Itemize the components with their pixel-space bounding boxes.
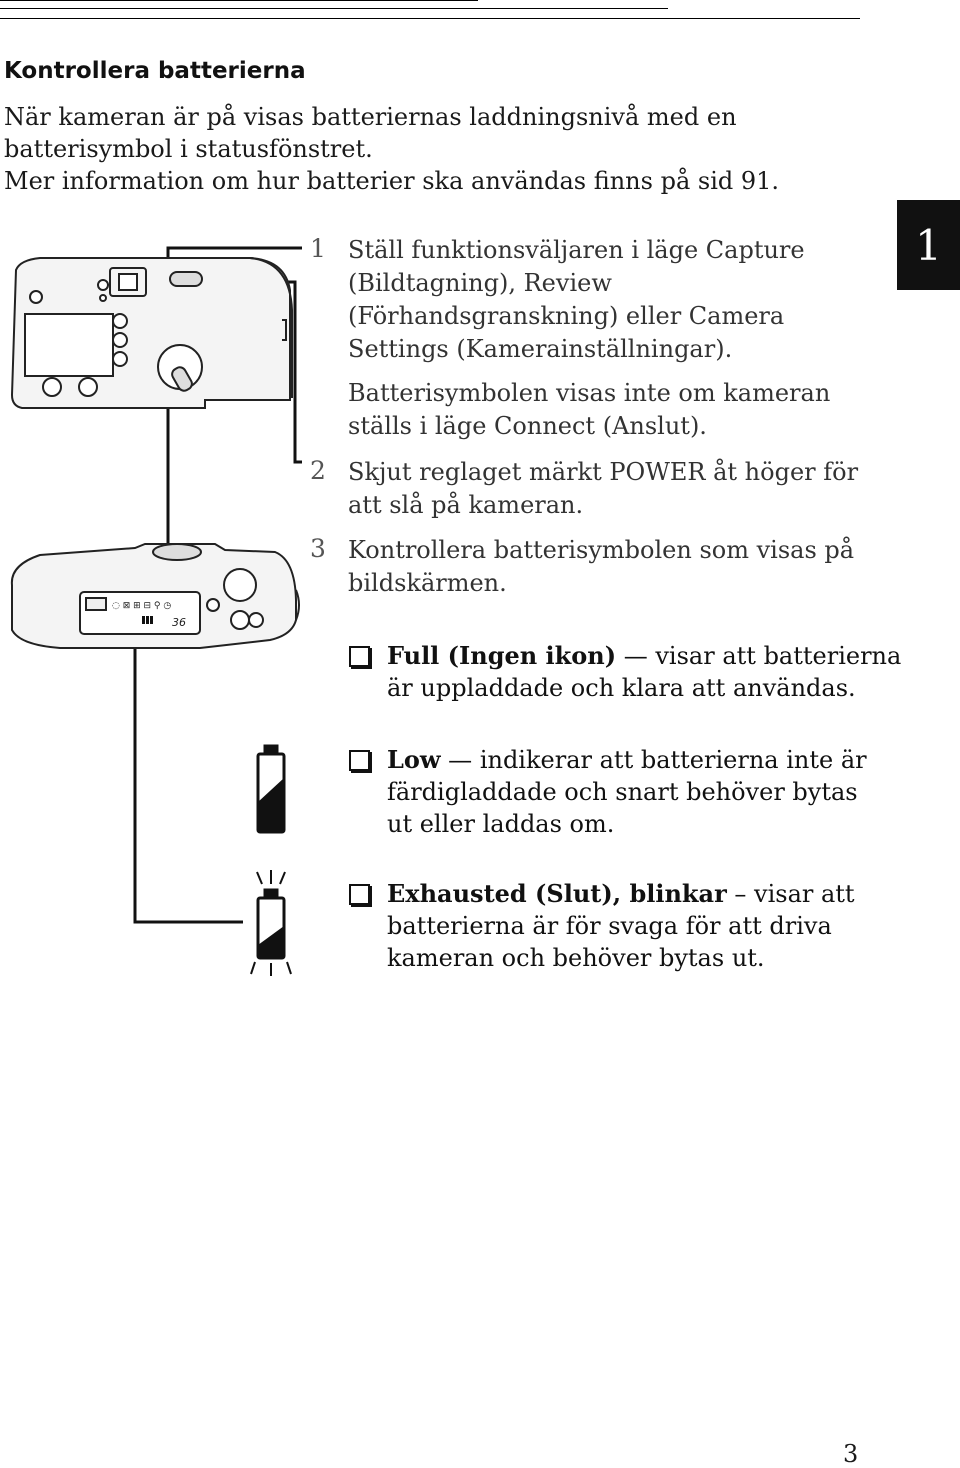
low-dash: — — [440, 746, 480, 774]
intro-paragraph — [4, 101, 784, 197]
exhausted-dash: – — [726, 880, 755, 908]
camera-top-illustration — [12, 544, 299, 648]
step-2-line-2: att slå på kameran. — [348, 491, 584, 519]
step-1-note-line-1: Batterisymbolen visas inte om kameran — [348, 379, 831, 407]
battery-state-exhausted — [387, 878, 855, 974]
full-desc-line-2: är uppladdade och klara att användas. — [387, 674, 856, 702]
step-3-line-2: bildskärmen. — [348, 569, 507, 597]
step-3-line-1: Kontrollera batterisymbolen som visas på — [348, 536, 855, 564]
exhausted-desc-line-2: batterierna är för svaga för att driva — [387, 912, 832, 940]
section-title: Kontrollera batterierna — [4, 58, 306, 84]
full-label: Full (Ingen ikon) — [387, 641, 617, 670]
battery-low-icon — [258, 746, 284, 832]
header-rule-1 — [0, 0, 478, 1]
step-1-line-3: (Förhandsgranskning) eller Camera — [348, 302, 785, 330]
step-3-text — [348, 534, 854, 600]
checkbox-icon — [349, 646, 370, 667]
full-desc-line-1: visar att batterierna — [655, 642, 902, 670]
battery-state-low — [387, 744, 867, 840]
step-2-line-1: Skjut reglaget märkt POWER åt höger för — [348, 458, 859, 486]
step-1-line-2: (Bildtagning), Review — [348, 269, 612, 297]
step-1-note-line-2: ställs i läge Connect (Anslut). — [348, 412, 707, 440]
header-rule-2 — [0, 8, 668, 9]
exhausted-desc-line-3: kameran och behöver bytas ut. — [387, 944, 765, 972]
camera-back-illustration — [12, 258, 292, 408]
checkbox-icon — [349, 884, 370, 905]
header-rule-3 — [0, 18, 860, 19]
step-1-line-4: Settings (Kamerainställningar). — [348, 335, 733, 363]
exhausted-desc-line-1: visar att — [754, 880, 855, 908]
intro-line-2: batterisymbol i statusfönstret. — [4, 135, 373, 163]
low-desc-line-1: indikerar att batterierna inte är — [479, 746, 867, 774]
low-desc-line-2: färdigladdade och snart behöver bytas — [387, 778, 858, 806]
svg-text:◌ ⊠ ⊞ ⊟ ⚲ ◷: ◌ ⊠ ⊞ ⊟ ⚲ ◷ — [112, 601, 172, 611]
intro-line-3: Mer information om hur batterier ska användas finns på sid 91. — [4, 167, 780, 195]
lcd-frame-counter: 36 — [172, 616, 186, 629]
step-2-number: 2 — [310, 456, 326, 485]
battery-state-full — [387, 640, 901, 704]
step-1-note — [348, 377, 830, 443]
intro-line-1: När kameran är på visas batteriernas laddningsnivå med en — [4, 103, 737, 131]
step-1-number: 1 — [310, 234, 326, 263]
chapter-tab: 1 — [897, 200, 960, 290]
step-1-text — [348, 234, 805, 366]
low-desc-line-3: ut eller laddas om. — [387, 810, 615, 838]
step-3-number: 3 — [310, 534, 326, 563]
exhausted-label: Exhausted (Slut), blinkar — [387, 879, 727, 908]
full-dash: — — [616, 642, 656, 670]
checkbox-icon — [349, 750, 370, 771]
battery-exhausted-blinking-icon — [251, 870, 291, 976]
camera-illustration — [0, 230, 345, 990]
low-label: Low — [387, 745, 441, 774]
page-number: 3 — [843, 1440, 859, 1468]
step-1-line-1: Ställ funktionsväljaren i läge Capture — [348, 236, 805, 264]
step-2-text — [348, 456, 858, 522]
